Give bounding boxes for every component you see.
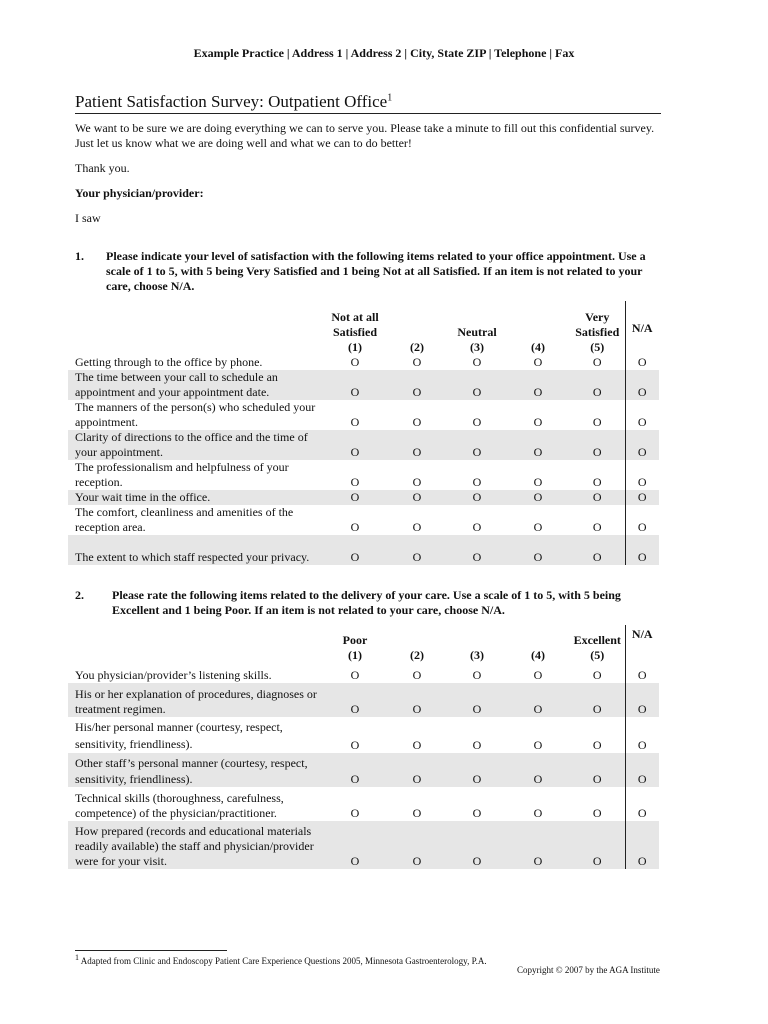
q1-item-1-option-5[interactable]: O [592, 355, 602, 369]
q1-item-2-option-3[interactable]: O [448, 370, 506, 400]
q1-header-5: Very Satisfied (5) [575, 310, 620, 354]
table-row [68, 400, 659, 430]
q1-item-3-option-2[interactable]: O [412, 415, 422, 429]
table-row [68, 460, 659, 490]
q1-item-5-option-5[interactable]: O [592, 475, 602, 489]
q2-item-2-option-5[interactable]: O [570, 683, 625, 717]
question-1 [75, 249, 665, 294]
table-row [68, 430, 659, 460]
q1-item-2-option-1[interactable]: O [324, 370, 386, 400]
q1-item-label: The professionalism and helpfulness of your reception. [75, 460, 289, 489]
q1-header-4: (4) [531, 340, 545, 354]
q2-item-4-option-1[interactable]: O [324, 753, 386, 787]
q2-item-label: You physician/provider’s listening skills. [75, 668, 272, 682]
q1-header-na: N/A [625, 301, 659, 355]
question-2 [75, 588, 665, 618]
q1-item-label: The time between your call to schedule an appointment and your appointment date. [68, 370, 324, 400]
q2-item-5-option-1[interactable]: O [350, 806, 360, 820]
q1-item-8-option-1[interactable]: O [324, 535, 386, 565]
q2-item-label: Technical skills (thoroughness, carefulness, competence) of the physician/practitioner. [75, 791, 284, 820]
table-row [68, 821, 659, 869]
table-row [68, 370, 659, 400]
table-row [68, 663, 659, 683]
q1-item-1-option-2[interactable]: O [412, 355, 422, 369]
table-row [68, 505, 659, 535]
q2-header-blank [68, 625, 324, 663]
question-1-text: Please indicate your level of satisfaction with the following items related to your office appointment. Use a scale of 1 to 5, with 5 being Very Satisfied and 1 being Not at all Satisfied. If an item is not related to your care, choose N/A. [106, 249, 646, 293]
q2-item-1-option-5[interactable]: O [592, 668, 602, 682]
q2-item-5-option-2[interactable]: O [412, 806, 422, 820]
q2-item-label: His/her personal manner (courtesy, respect, sensitivity, friendliness). [75, 720, 283, 751]
q1-item-6-option-3[interactable]: O [448, 490, 506, 505]
provider-label: Your physician/provider: [75, 186, 204, 200]
question-1-table [68, 301, 659, 565]
title-footnote-mark: 1 [387, 92, 393, 104]
footnote [75, 953, 487, 966]
q1-item-6-option-2[interactable]: O [386, 490, 448, 505]
q2-item-4-option-na[interactable]: O [625, 753, 659, 787]
q2-item-3-option-1[interactable]: O [350, 738, 360, 752]
q2-item-6-option-5[interactable]: O [570, 821, 625, 869]
footnote-divider [75, 950, 227, 951]
q1-item-7-option-5[interactable]: O [592, 520, 602, 534]
q2-item-4-option-5[interactable]: O [570, 753, 625, 787]
q2-item-1-option-na[interactable]: O [625, 663, 659, 683]
q2-header-na: N/A [625, 625, 659, 663]
q1-item-7-option-3[interactable]: O [472, 520, 482, 534]
table-row [68, 753, 659, 787]
q1-item-3-option-1[interactable]: O [350, 415, 360, 429]
q1-item-5-option-na[interactable]: O [625, 460, 659, 490]
q1-item-5-option-3[interactable]: O [472, 475, 482, 489]
q2-item-4-option-3[interactable]: O [448, 753, 506, 787]
q1-item-3-option-3[interactable]: O [472, 415, 482, 429]
q1-item-label: The comfort, cleanliness and amenities of the reception area. [75, 505, 294, 534]
q2-item-1-option-4[interactable]: O [533, 668, 543, 682]
q2-item-3-option-2[interactable]: O [412, 738, 422, 752]
q1-item-1-option-3[interactable]: O [472, 355, 482, 369]
q2-item-5-option-3[interactable]: O [472, 806, 482, 820]
q1-item-4-option-1[interactable]: O [324, 430, 386, 460]
q1-item-4-option-5[interactable]: O [570, 430, 625, 460]
q2-item-5-option-na[interactable]: O [625, 787, 659, 821]
q2-item-5-option-5[interactable]: O [592, 806, 602, 820]
q2-header-4: (4) [531, 648, 545, 662]
q1-item-6-option-1[interactable]: O [324, 490, 386, 505]
q1-item-3-option-4[interactable]: O [533, 415, 543, 429]
q2-header-1: Poor (1) [342, 633, 368, 662]
q2-item-label: Other staff’s personal manner (courtesy, respect, sensitivity, friendliness). [68, 753, 324, 787]
q1-item-6-option-na[interactable]: O [625, 490, 659, 505]
q2-item-6-option-3[interactable]: O [448, 821, 506, 869]
q1-item-5-option-4[interactable]: O [533, 475, 543, 489]
question-2-text: Please rate the following items related to the delivery of your care. Use a scale of 1 to 5, with 5 being Excellent and 1 being Poor. If an item is not related to your care, choose N/A. [112, 588, 621, 617]
q2-item-6-option-4[interactable]: O [506, 821, 570, 869]
q2-item-label: His or her explanation of procedures, diagnoses or treatment regimen. [68, 683, 324, 717]
q2-item-2-option-1[interactable]: O [324, 683, 386, 717]
q1-item-2-option-5[interactable]: O [570, 370, 625, 400]
q1-item-5-option-2[interactable]: O [412, 475, 422, 489]
practice-header: Example Practice | Address 1 | Address 2 | City, State ZIP | Telephone | Fax [193, 46, 575, 60]
table-row [68, 535, 659, 565]
q2-header-5: Excellent (5) [573, 633, 621, 662]
q2-item-5-option-4[interactable]: O [533, 806, 543, 820]
q1-item-7-option-2[interactable]: O [412, 520, 422, 534]
q1-item-1-option-4[interactable]: O [533, 355, 543, 369]
q1-item-1-option-na[interactable]: O [625, 355, 659, 370]
q1-item-4-option-4[interactable]: O [506, 430, 570, 460]
q2-item-6-option-na[interactable]: O [625, 821, 659, 869]
q1-item-label: Getting through to the office by phone. [75, 355, 263, 369]
q2-header-2: (2) [410, 648, 424, 662]
q1-item-2-option-2[interactable]: O [386, 370, 448, 400]
q2-header-3: (3) [470, 648, 484, 662]
thanks-text: Thank you. [75, 161, 130, 175]
q1-item-4-option-3[interactable]: O [448, 430, 506, 460]
q1-item-5-option-1[interactable]: O [350, 475, 360, 489]
q2-item-6-option-1[interactable]: O [324, 821, 386, 869]
intro-text: We want to be sure we are doing everything we can to serve you. Please take a minute to fill out this confidential survey. Just let us know what we are doing well and what we can to do better! [75, 121, 655, 150]
question-2-table [68, 625, 659, 869]
q2-item-6-option-2[interactable]: O [386, 821, 448, 869]
footnote-mark: 1 [75, 953, 79, 962]
table-row [68, 683, 659, 717]
page-title [75, 92, 661, 114]
q2-item-3-option-na[interactable]: O [625, 717, 659, 753]
q2-item-2-option-3[interactable]: O [448, 683, 506, 717]
q1-item-label: Your wait time in the office. [68, 490, 324, 505]
q1-item-label: Clarity of directions to the office and the time of your appointment. [68, 430, 324, 460]
q1-item-3-option-na[interactable]: O [625, 400, 659, 430]
q1-header-2: (2) [410, 340, 424, 354]
q1-item-4-option-na[interactable]: O [625, 430, 659, 460]
q1-header-1: Not at all Satisfied (1) [331, 310, 379, 354]
q1-item-8-option-2[interactable]: O [386, 535, 448, 565]
table-row [68, 717, 659, 753]
question-2-number: 2. [75, 588, 84, 602]
q2-item-2-option-na[interactable]: O [625, 683, 659, 717]
q2-item-label: How prepared (records and educational materials readily available) the staff and physician/provider were for your visit. [68, 821, 324, 869]
q1-item-7-option-1[interactable]: O [350, 520, 360, 534]
title-text: Patient Satisfaction Survey: Outpatient Office [75, 92, 388, 111]
q1-item-8-option-4[interactable]: O [506, 535, 570, 565]
q2-item-3-option-4[interactable]: O [533, 738, 543, 752]
q1-item-8-option-3[interactable]: O [448, 535, 506, 565]
q1-item-8-option-5[interactable]: O [570, 535, 625, 565]
q2-item-2-option-4[interactable]: O [506, 683, 570, 717]
q1-item-2-option-na[interactable]: O [625, 370, 659, 400]
q1-item-label: The extent to which staff respected your privacy. [68, 535, 324, 565]
q2-item-3-option-3[interactable]: O [472, 738, 482, 752]
q1-item-3-option-5[interactable]: O [592, 415, 602, 429]
i-saw-text: I saw [75, 211, 101, 225]
q1-header-blank [68, 301, 324, 355]
q1-item-1-option-1[interactable]: O [350, 355, 360, 369]
q1-item-7-option-na[interactable]: O [625, 505, 659, 535]
q2-item-2-option-2[interactable]: O [386, 683, 448, 717]
question-1-number: 1. [75, 249, 84, 263]
q1-item-6-option-5[interactable]: O [570, 490, 625, 505]
table-row [68, 787, 659, 821]
q1-item-7-option-4[interactable]: O [533, 520, 543, 534]
q1-item-2-option-4[interactable]: O [506, 370, 570, 400]
q1-header-3: Neutral (3) [457, 325, 497, 354]
footnote-text: Adapted from Clinic and Endoscopy Patient Care Experience Questions 2005, Minnesota Gastroenterology, P.A. [80, 956, 487, 966]
q2-item-3-option-5[interactable]: O [592, 738, 602, 752]
q2-item-1-option-1[interactable]: O [350, 668, 360, 682]
table-row [68, 490, 659, 505]
table-row [68, 355, 659, 370]
q2-item-4-option-4[interactable]: O [506, 753, 570, 787]
q1-item-label: The manners of the person(s) who scheduled your appointment. [75, 400, 316, 429]
q1-item-6-option-4[interactable]: O [506, 490, 570, 505]
q1-item-4-option-2[interactable]: O [386, 430, 448, 460]
q2-item-1-option-2[interactable]: O [412, 668, 422, 682]
q1-item-8-option-na[interactable]: O [625, 535, 659, 565]
q2-item-1-option-3[interactable]: O [472, 668, 482, 682]
copyright: Copyright © 2007 by the AGA Institute [517, 965, 660, 975]
q2-item-4-option-2[interactable]: O [386, 753, 448, 787]
